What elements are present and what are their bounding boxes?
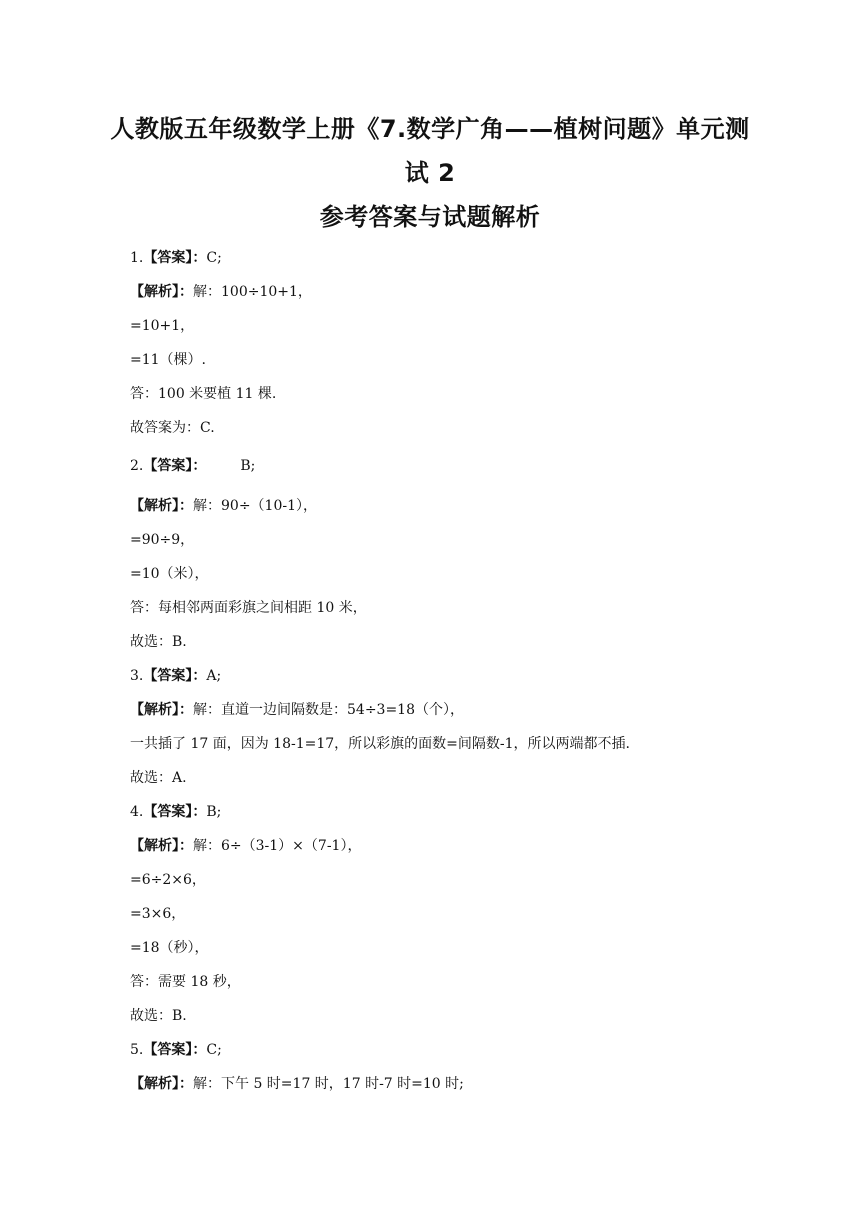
document-title-line-1: 人教版五年级数学上册《7.数学广角——植树问题》单元测 <box>110 115 750 143</box>
q3-analysis-text: 解：直道一边间隔数是：54÷3=18（个）， <box>193 702 464 718</box>
q4-choice-line: 故选：B. <box>130 1008 187 1024</box>
answer-colon: ： <box>192 668 207 684</box>
q2-step-line: =10（米）， <box>130 566 209 582</box>
analysis-colon: ： <box>179 838 193 854</box>
q1-step-line: =10+1， <box>130 318 195 334</box>
answer-colon: ： <box>192 1042 207 1058</box>
q1-analysis-text: 解：100÷10+1， <box>193 284 312 300</box>
q4-step-line: =3×6， <box>130 906 186 922</box>
q2-step-line: =90÷9， <box>130 532 195 548</box>
q3-choice-line: 故选：A. <box>130 770 187 786</box>
q3-answer-line <box>130 666 221 686</box>
q2-analysis-text: 解：90÷（10-1）， <box>193 498 317 514</box>
q4-answer-line <box>130 802 221 822</box>
answer-label: 【答案】 <box>143 804 193 820</box>
q2-choice-line: 故选：B. <box>130 634 187 650</box>
q4-step-line: =6÷2×6， <box>130 872 206 888</box>
q1-answer: C; <box>206 250 222 266</box>
answer-colon: ： <box>192 458 207 474</box>
analysis-label: 【解析】 <box>130 1076 179 1092</box>
answer-label: 【答案】 <box>143 668 193 684</box>
q4-answer: B; <box>206 804 222 820</box>
q1-analysis-line <box>130 282 312 302</box>
q1-conclusion-line: 答：100 米要植 11 棵. <box>130 386 277 402</box>
q4-conclusion-line: 答：需要 18 秒， <box>130 974 241 990</box>
document-title-line-2: 试 2 <box>404 159 456 187</box>
q5-answer: C; <box>206 1042 222 1058</box>
answer-label: 【答案】 <box>143 458 193 474</box>
q1-step-line: =11（棵）. <box>130 352 206 368</box>
q3-analysis-line <box>130 700 464 720</box>
q4-step-line: =18（秒）， <box>130 940 209 956</box>
q4-analysis-text: 解：6÷（3-1）×（7-1）， <box>193 838 362 854</box>
q2-answer-line <box>130 456 255 476</box>
answer-label: 【答案】 <box>143 250 193 266</box>
q4-analysis-line <box>130 836 361 856</box>
q1-number: 1. <box>130 250 144 266</box>
q5-analysis-line <box>130 1074 464 1094</box>
answer-colon: ： <box>192 804 207 820</box>
q4-number: 4. <box>130 804 144 820</box>
q2-conclusion-line: 答：每相邻两面彩旗之间相距 10 米， <box>130 600 367 616</box>
analysis-label: 【解析】 <box>130 498 179 514</box>
analysis-colon: ： <box>179 1076 193 1092</box>
analysis-colon: ： <box>179 702 193 718</box>
q2-answer: B; <box>240 458 256 474</box>
analysis-label: 【解析】 <box>130 702 179 718</box>
q5-analysis-text: 解：下午 5 时=17 时，17 时-7 时=10 时; <box>193 1076 464 1092</box>
analysis-label: 【解析】 <box>130 838 179 854</box>
document-subtitle: 参考答案与试题解析 <box>319 203 541 231</box>
q3-answer: A; <box>206 668 222 684</box>
q2-analysis-line <box>130 496 317 516</box>
analysis-colon: ： <box>179 284 193 300</box>
answer-colon: ： <box>192 250 207 266</box>
q5-number: 5. <box>130 1042 144 1058</box>
q1-choice-line: 故答案为：C. <box>130 420 215 436</box>
q1-answer-line <box>130 248 222 268</box>
analysis-colon: ： <box>179 498 193 514</box>
analysis-label: 【解析】 <box>130 284 179 300</box>
q3-number: 3. <box>130 668 144 684</box>
q3-explanation-line: 一共插了 17 面，因为 18-1=17，所以彩旗的面数=间隔数-1，所以两端都不插. <box>130 736 630 752</box>
q2-number: 2. <box>130 458 144 474</box>
answer-label: 【答案】 <box>143 1042 193 1058</box>
q5-answer-line <box>130 1040 222 1060</box>
